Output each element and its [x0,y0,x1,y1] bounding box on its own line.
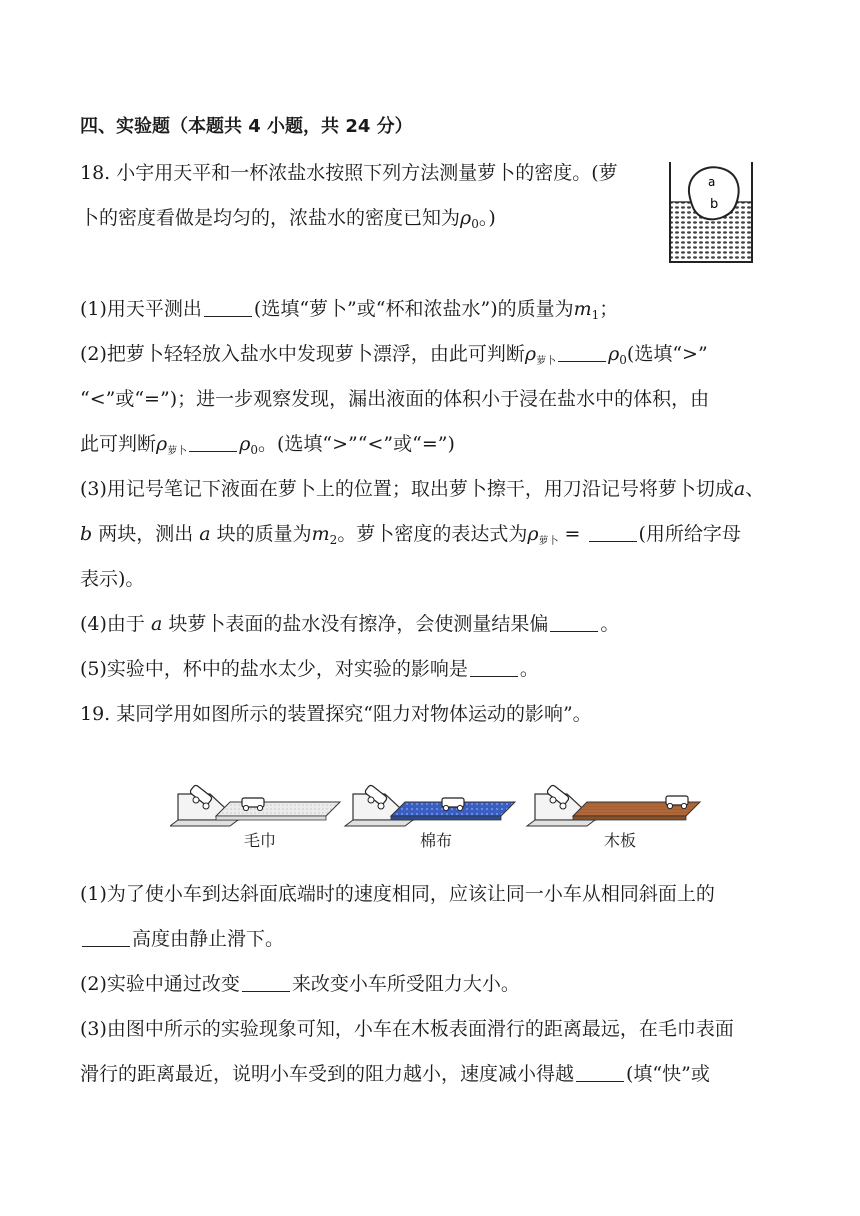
ramp-towel [170,784,340,826]
q18-text: ； [599,298,619,320]
q18-text: 两块，测出 [92,523,200,545]
subscript-zero: 0 [250,443,258,457]
q19-part1-line1: (1)为了使小车到达斜面底端时的速度相同，应该让同一小车从相同斜面上的 [80,883,715,905]
beaker-label-a: a [708,175,716,189]
q18-text: (选填“萝卜”或“杯和浓盐水”)的质量为 [253,298,574,320]
q18-text: (选填“>” [626,343,708,365]
answer-blank[interactable] [242,973,290,992]
answer-blank[interactable] [470,658,518,677]
q18-text: 块萝卜表面的盐水没有擦净，会使测量结果偏 [162,613,549,635]
subscript-one: 1 [591,308,600,322]
label-wood: 木板 [604,831,637,850]
subscript-zero: 0 [619,353,627,367]
label-cotton: 棉布 [420,831,453,850]
rho-symbol: ρ [524,343,537,365]
label-towel: 毛巾 [244,831,277,850]
ramp-cotton [345,784,515,826]
var-a: a [150,613,163,635]
q18-text: (3)用记号笔记下液面在萝卜上的位置；取出萝卜擦干，用刀沿记号将萝卜切成 [80,478,734,500]
answer-blank[interactable] [82,928,130,947]
q18-text: (1)用天平测出 [80,298,202,320]
q18-part2-line2: “<”或“=”)；进一步观察发现，漏出液面的体积小于浸在盐水中的体积，由 [80,388,710,410]
q18-text: (4)由于 [80,613,151,635]
q18-part3-line1 [80,476,764,502]
q18-text: 、 [745,478,765,500]
rho-symbol: ρ [156,433,168,455]
subscript-zero: 0 [471,217,479,231]
rho-symbol: ρ [608,343,620,365]
q18-part3-line3: 表示)。 [80,568,145,590]
q19-part1-line2 [80,926,284,952]
mass-symbol: m [311,523,330,545]
q19-part3-line1: (3)由图中所示的实验现象可知，小车在木板表面滑行的距离最远，在毛巾表面 [80,1018,734,1040]
q18-text: 。(选填“>”“<”或“=”) [258,433,455,455]
q19-part3-line2 [80,1061,710,1087]
var-a: a [733,478,746,500]
q18-text: 块的质量为 [210,523,312,545]
q19-text: 来改变小车所受阻力大小。 [291,973,520,995]
subscript-luobo: 萝卜 [167,446,188,457]
q18-text: = [558,523,587,545]
subscript-two: 2 [329,533,338,547]
q18-text: 。) [478,207,496,229]
beaker-figure [668,160,754,266]
rho-symbol: ρ [460,207,472,229]
subscript-luobo: 萝卜 [538,536,559,547]
answer-blank[interactable] [558,343,606,362]
q18-part2-line3 [80,431,455,465]
q19-text: (2)实验中通过改变 [80,973,240,995]
section-heading: 四、实验题（本题共 4 小题，共 24 分） [80,116,413,137]
q18-text: 卜的密度看做是均匀的，浓盐水的密度已知为 [80,207,461,229]
beaker-label-b: b [710,197,719,212]
q18-part1 [80,296,618,328]
ramp-wood [527,784,700,826]
rho-symbol: ρ [527,523,539,545]
q19-text: 高度由静止滑下。 [132,928,285,950]
q18-part5 [80,656,539,682]
answer-blank[interactable] [589,523,637,542]
q18-text: (5)实验中，杯中的盐水太少，对实验的影响是 [80,658,468,680]
q19-stem: 19. 某同学用如图所示的装置探究“阻力对物体运动的影响”。 [80,703,592,725]
mass-symbol: m [573,298,592,320]
answer-blank[interactable] [576,1063,624,1082]
var-a: a [199,523,211,545]
var-b: b [80,523,93,545]
answer-blank[interactable] [189,433,237,452]
q19-text: (填“快”或 [626,1063,710,1085]
q18-text: (用所给字母 [638,523,741,545]
answer-blank[interactable] [204,298,252,317]
q18-part3-line2 [80,521,741,555]
subscript-luobo: 萝卜 [536,356,557,367]
q19-text: 滑行的距离最近，说明小车受到的阻力越小，速度减小得越 [80,1063,575,1085]
rho-symbol: ρ [239,433,251,455]
answer-blank[interactable] [550,613,598,632]
q18-text: 。萝卜密度的表达式为 [337,523,528,545]
q18-text: 。 [519,658,539,680]
q19-part2 [80,971,520,997]
q18-stem-line2 [80,205,496,237]
q18-text: 。 [600,613,620,635]
q18-part4 [80,611,619,637]
q18-part2-line1 [80,341,708,375]
q18-stem-line1: 18. 小宇用天平和一杯浓盐水按照下列方法测量萝卜的密度。(萝 [80,162,618,184]
q18-text: (2)把萝卜轻轻放入盐水中发现萝卜漂浮，由此可判断 [80,343,525,365]
q18-text: 此可判断 [80,433,157,455]
